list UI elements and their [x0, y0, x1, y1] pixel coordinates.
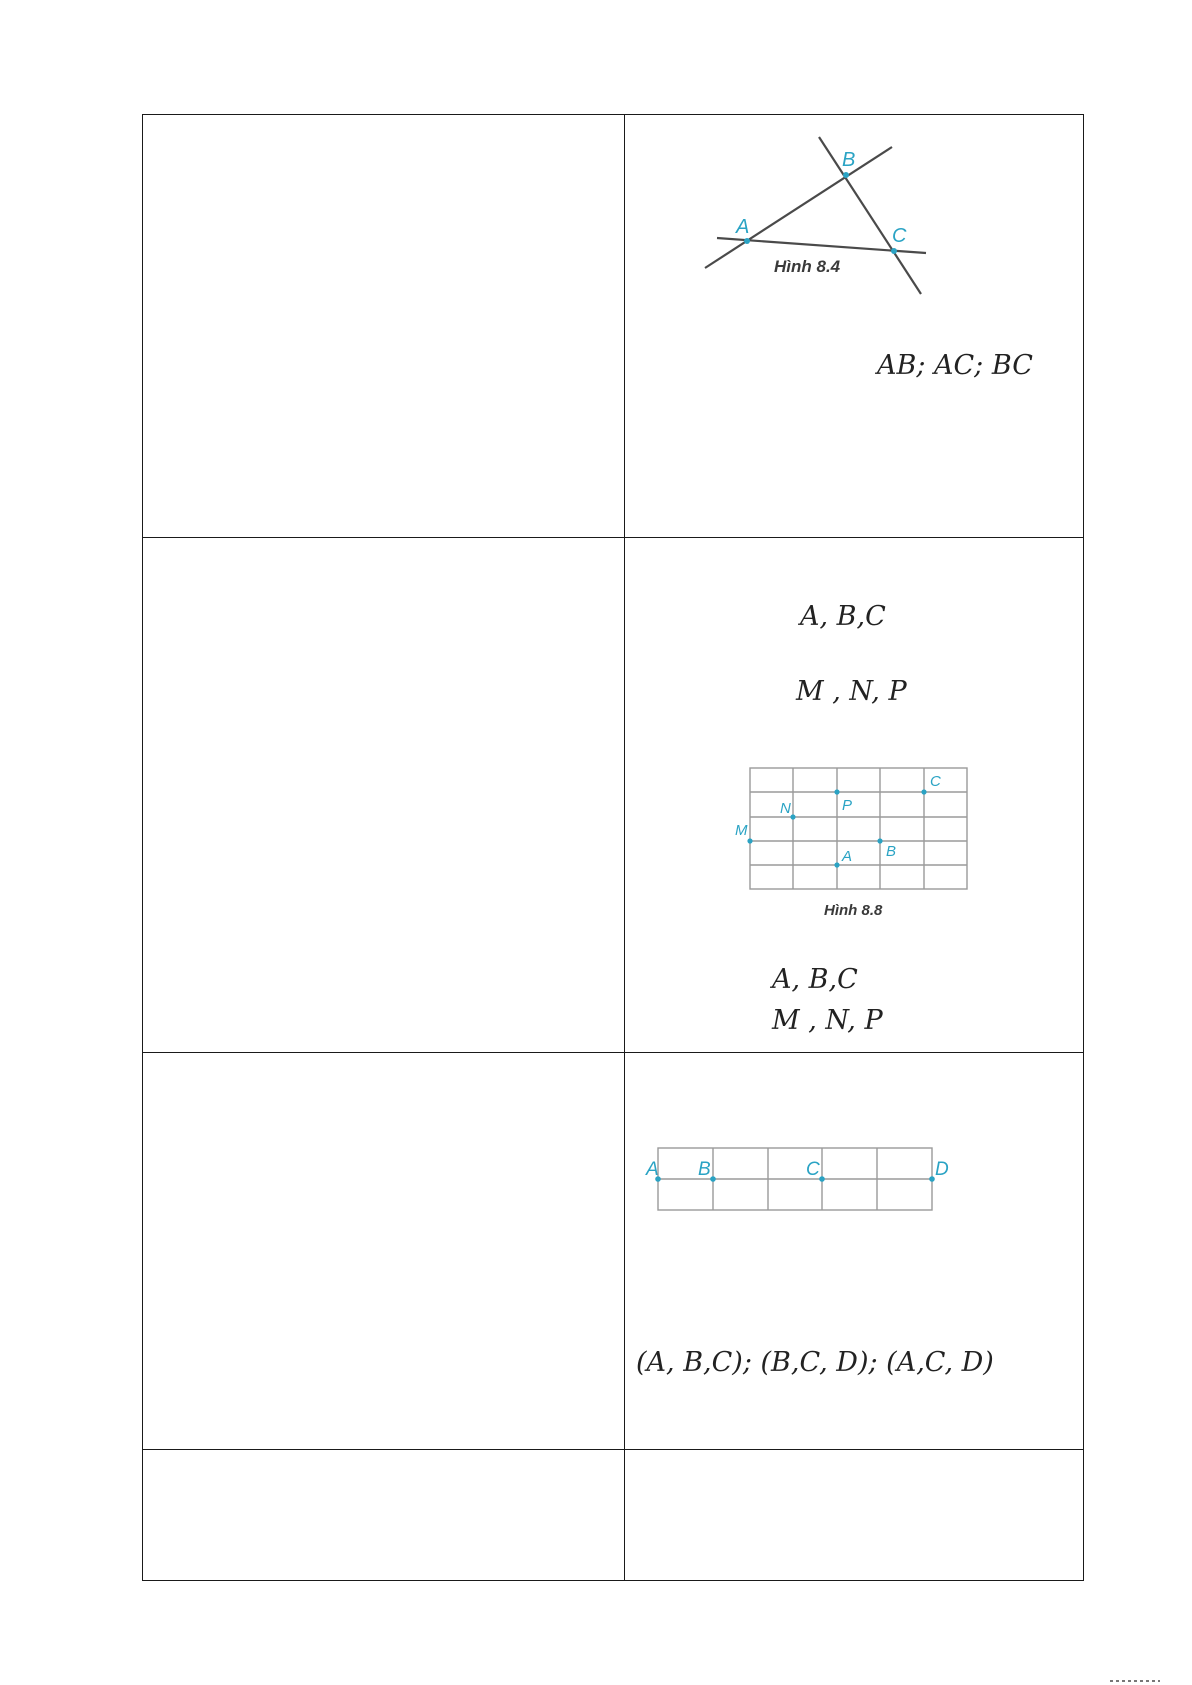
point-p	[834, 789, 839, 794]
figure-caption: Hình 8.4	[774, 257, 841, 276]
label-c: C	[892, 225, 907, 247]
point-d	[929, 1176, 935, 1182]
point-b	[710, 1176, 716, 1182]
label-p: P	[842, 797, 853, 814]
table-row-divider-3	[142, 1449, 1084, 1450]
table-border-left	[142, 114, 143, 1581]
figure-8-8	[730, 760, 970, 930]
point-a	[834, 862, 839, 867]
point-n	[790, 814, 795, 819]
page-edge-marker	[1110, 1680, 1160, 1682]
figure-8-8-svg	[730, 760, 970, 930]
label-d: D	[935, 1159, 949, 1180]
table-row-divider-2	[142, 1052, 1084, 1053]
point-c	[819, 1176, 825, 1182]
point-b	[843, 172, 849, 178]
figure-abcd-svg	[640, 1140, 960, 1220]
figure-8-4-svg	[700, 132, 930, 302]
figure-8-4	[700, 132, 930, 302]
points-mnp-text-bottom: M , N, P	[772, 1005, 883, 1036]
point-a	[744, 238, 750, 244]
table-column-divider	[624, 114, 625, 1581]
table-border-bottom	[142, 1580, 1084, 1581]
label-b: B	[698, 1159, 711, 1180]
label-b: B	[886, 843, 897, 860]
point-b	[877, 838, 882, 843]
figure-points-abcd	[640, 1140, 960, 1220]
label-a: A	[646, 1159, 659, 1180]
point-c	[921, 789, 926, 794]
table-row-divider-1	[142, 537, 1084, 538]
triples-text: (A, B,C); (B,C, D); (A,C, D)	[636, 1347, 994, 1378]
label-c: C	[930, 773, 941, 790]
segments-text: AB; AC; BC	[877, 350, 1033, 381]
point-m	[747, 838, 752, 843]
label-a: A	[842, 848, 853, 865]
points-mnp-text-top: M , N, P	[796, 676, 907, 707]
label-m: M	[735, 822, 748, 839]
label-b: B	[842, 149, 856, 171]
points-abc-text-top: A, B,C	[800, 601, 886, 632]
label-n: N	[780, 800, 791, 817]
points-abc-text-bottom: A, B,C	[772, 964, 858, 995]
figure-caption: Hình 8.8	[824, 902, 883, 919]
table-border-right	[1083, 114, 1084, 1581]
table-border-top	[142, 114, 1084, 115]
point-c	[891, 248, 897, 254]
label-a: A	[736, 216, 750, 238]
label-c: C	[806, 1159, 820, 1180]
